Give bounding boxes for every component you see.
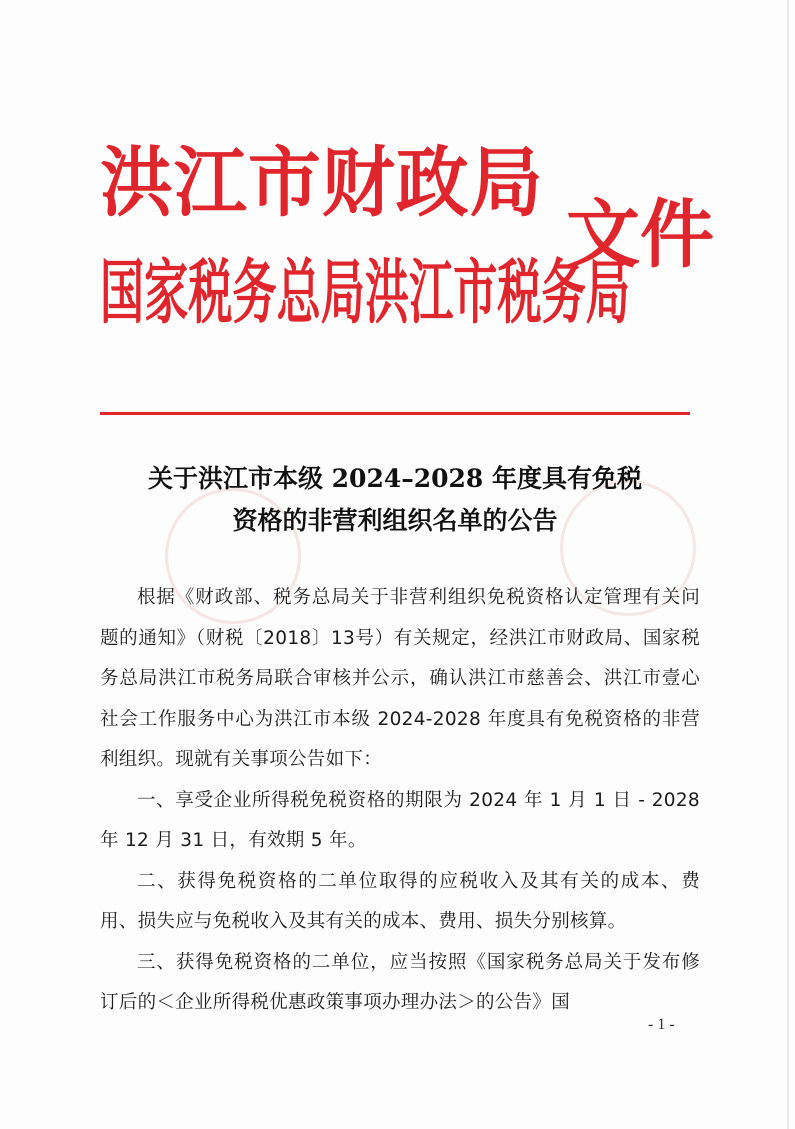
scan-edge	[787, 0, 789, 1129]
paragraph-item-3: 三、获得免税资格的二单位，应当按照《国家税务总局关于发布修订后的＜企业所得税优惠政策事项办理办法＞的公告》国	[100, 951, 700, 1013]
page-number: - 1 -	[648, 1016, 675, 1033]
title-line1: 关于洪江市本级 2024–2028 年度具有免税	[147, 464, 643, 493]
issuer-name-line1: 洪江市财政局	[100, 138, 544, 227]
document-title	[100, 458, 690, 542]
issuer-name-line2: 国家税务总局洪江市税务局	[100, 252, 630, 334]
document-body	[100, 578, 700, 1024]
paragraph-item-2: 二、获得免税资格的二单位取得的应税收入及其有关的成本、费用、损失应与免税收入及其有关的成本、费用、损失分别核算。	[100, 870, 700, 932]
document-type-label: 文件	[566, 192, 714, 278]
paragraph-intro: 根据《财政部、税务总局关于非营利组织免税资格认定管理有关问题的通知》（财税〔2018〕13号）有关规定，经洪江市财政局、国家税务总局洪江市税务局联合审核并公示，确认洪江市慈善会、洪江市壹心社会工作服务中心为洪江市本级 2024-2028 年度具有免税资格的非营利组织。现就有关事项公告如下：	[100, 587, 700, 770]
paragraph-item-1: 一、享受企业所得税免税资格的期限为 2024 年 1 月 1 日 - 2028 年 12 月 31 日，有效期 5 年。	[100, 789, 700, 851]
title-line2: 资格的非营利组织名单的公告	[232, 506, 558, 535]
red-divider-line	[100, 412, 690, 415]
